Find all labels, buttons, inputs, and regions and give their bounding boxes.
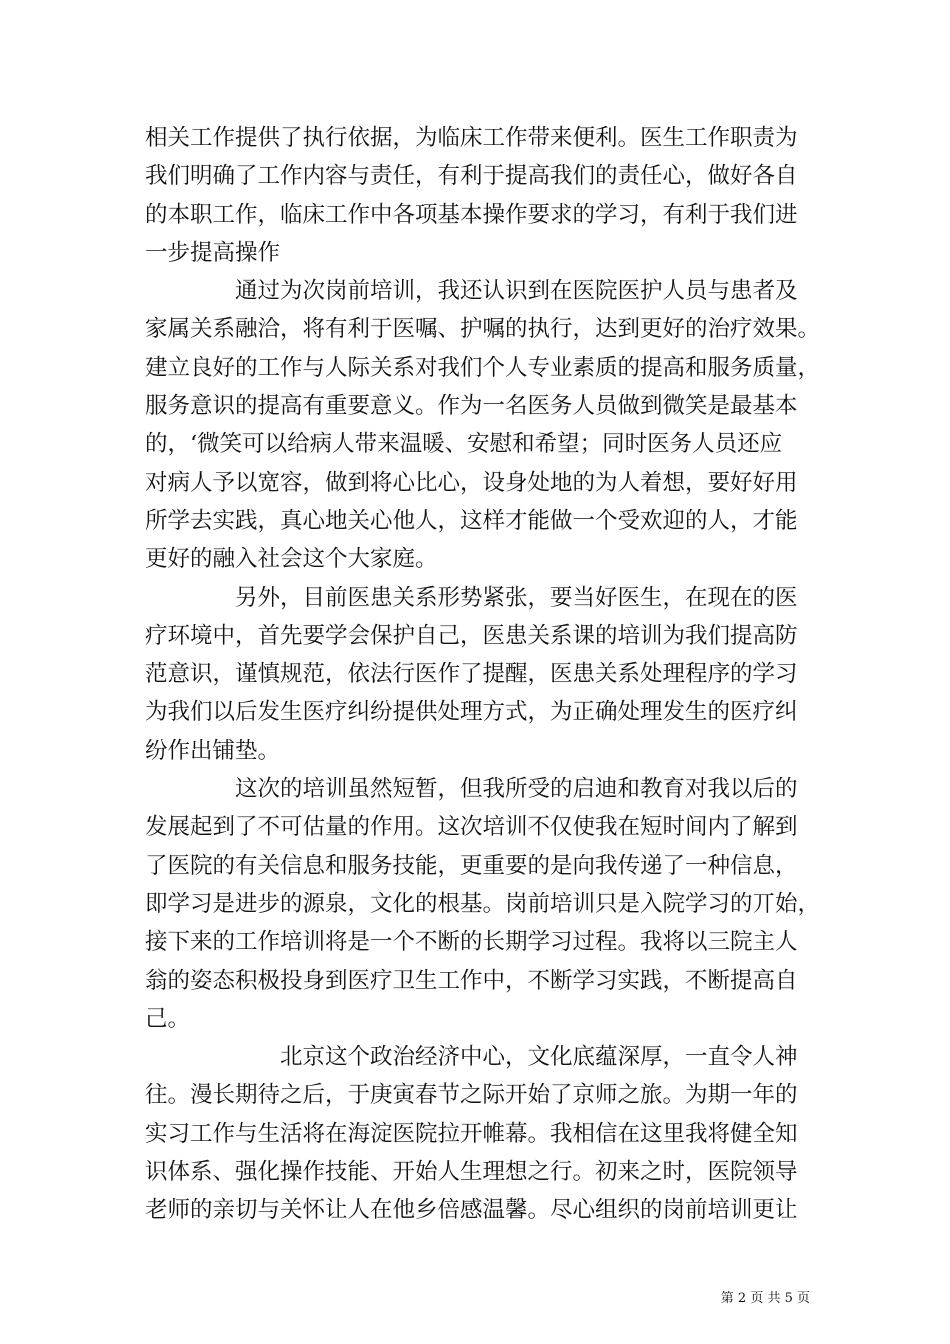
text-line: 更好的融入社会这个大家庭。	[145, 546, 438, 573]
text-line: 另外，目前医患关系形势紧张，要当好医生，在现在的医	[145, 584, 798, 611]
text-line: 纷作出铺垫。	[145, 737, 281, 764]
text-line: 相关工作提供了执行依据，为临床工作带来便利。医生工作职责为	[145, 125, 798, 151]
text-line: 通过为次岗前培训，我还认识到在医院医护人员与患者及	[145, 278, 798, 305]
text-line: 疗环境中，首先要学会保护自己，医患关系课的培训为我们提高防	[145, 622, 798, 649]
page-number-footer: 第 2 页 共 5 页	[720, 1291, 810, 1306]
text-line: 发展起到了不可估量的作用。这次培训不仅使我在短时间内了解到	[145, 814, 798, 841]
text-line: 接下来的工作培训将是一个不断的长期学习过程。我将以三院主人	[145, 929, 798, 956]
body-text	[145, 119, 821, 1230]
text-line: 服务意识的提高有重要意义。作为一名医务人员做到微笑是最基本	[145, 393, 798, 420]
text-line: 的，‘微笑可以给病人带来温暖、安慰和希望；同时医务人员还应	[145, 431, 783, 458]
text-line: 家属关系融洽，将有利于医嘱、护嘱的执行，达到更好的治疗效果。	[145, 316, 821, 343]
text-line: 老师的亲切与关怀让人在他乡倍感温馨。尽心组织的岗前培训更让	[145, 1197, 798, 1224]
text-line: 翁的姿态积极投身到医疗卫生工作中，不断学习实践，不断提高自	[145, 967, 798, 994]
text-line: 范意识，谨慎规范，依法行医作了提醒，医患关系处理程序的学习	[145, 661, 798, 688]
text-line: 我们明确了工作内容与责任，有利于提高我们的责任心，做好各自	[145, 163, 798, 190]
text-line: 一步提高操作	[145, 239, 281, 266]
text-line: 对病人予以宽容，做到将心比心，设身处地的为人着想，要好好用	[145, 469, 798, 496]
text-line: 己。	[145, 1005, 191, 1032]
text-line: 即学习是进步的源泉，文化的根基。岗前培训只是入院学习的丌始，	[145, 890, 821, 917]
text-line: 所学去实践，真心地关心他人，这样才能做一个受欢迎的人，才能	[145, 507, 798, 534]
text-line: 实习工作与生活将在海淀医院拉开帷幕。我相信在这里我将健全知	[145, 1120, 798, 1147]
text-line: 识体系、强化操作技能、开始人生理想之行。初来之时，医院领导	[145, 1159, 798, 1186]
text-line: 为我们以后发生医疗纠纷提供处理方式，为正确处理发生的医疗纠	[145, 699, 798, 726]
text-line: 往。漫长期待之后，于庚寅春节之际开始了京师之旅。为期一年的	[145, 1082, 798, 1109]
text-line: 建立良好的工作与人际关系对我们个人专业素质的提高和服务质量，	[145, 354, 821, 381]
text-line: 北京这个政治经济中心，文化底蕴深厚，一直令人神	[145, 1044, 798, 1071]
text-line: 的本职工作，临床工作中各项基本操作要求的学习，有利于我们进	[145, 201, 798, 228]
text-line: 了医院的有关信息和服务技能，更重要的是向我传递了一种信息，	[145, 852, 798, 879]
text-line: 这次的培训虽然短暂，但我所受的启迪和教育对我以后的	[145, 776, 798, 803]
